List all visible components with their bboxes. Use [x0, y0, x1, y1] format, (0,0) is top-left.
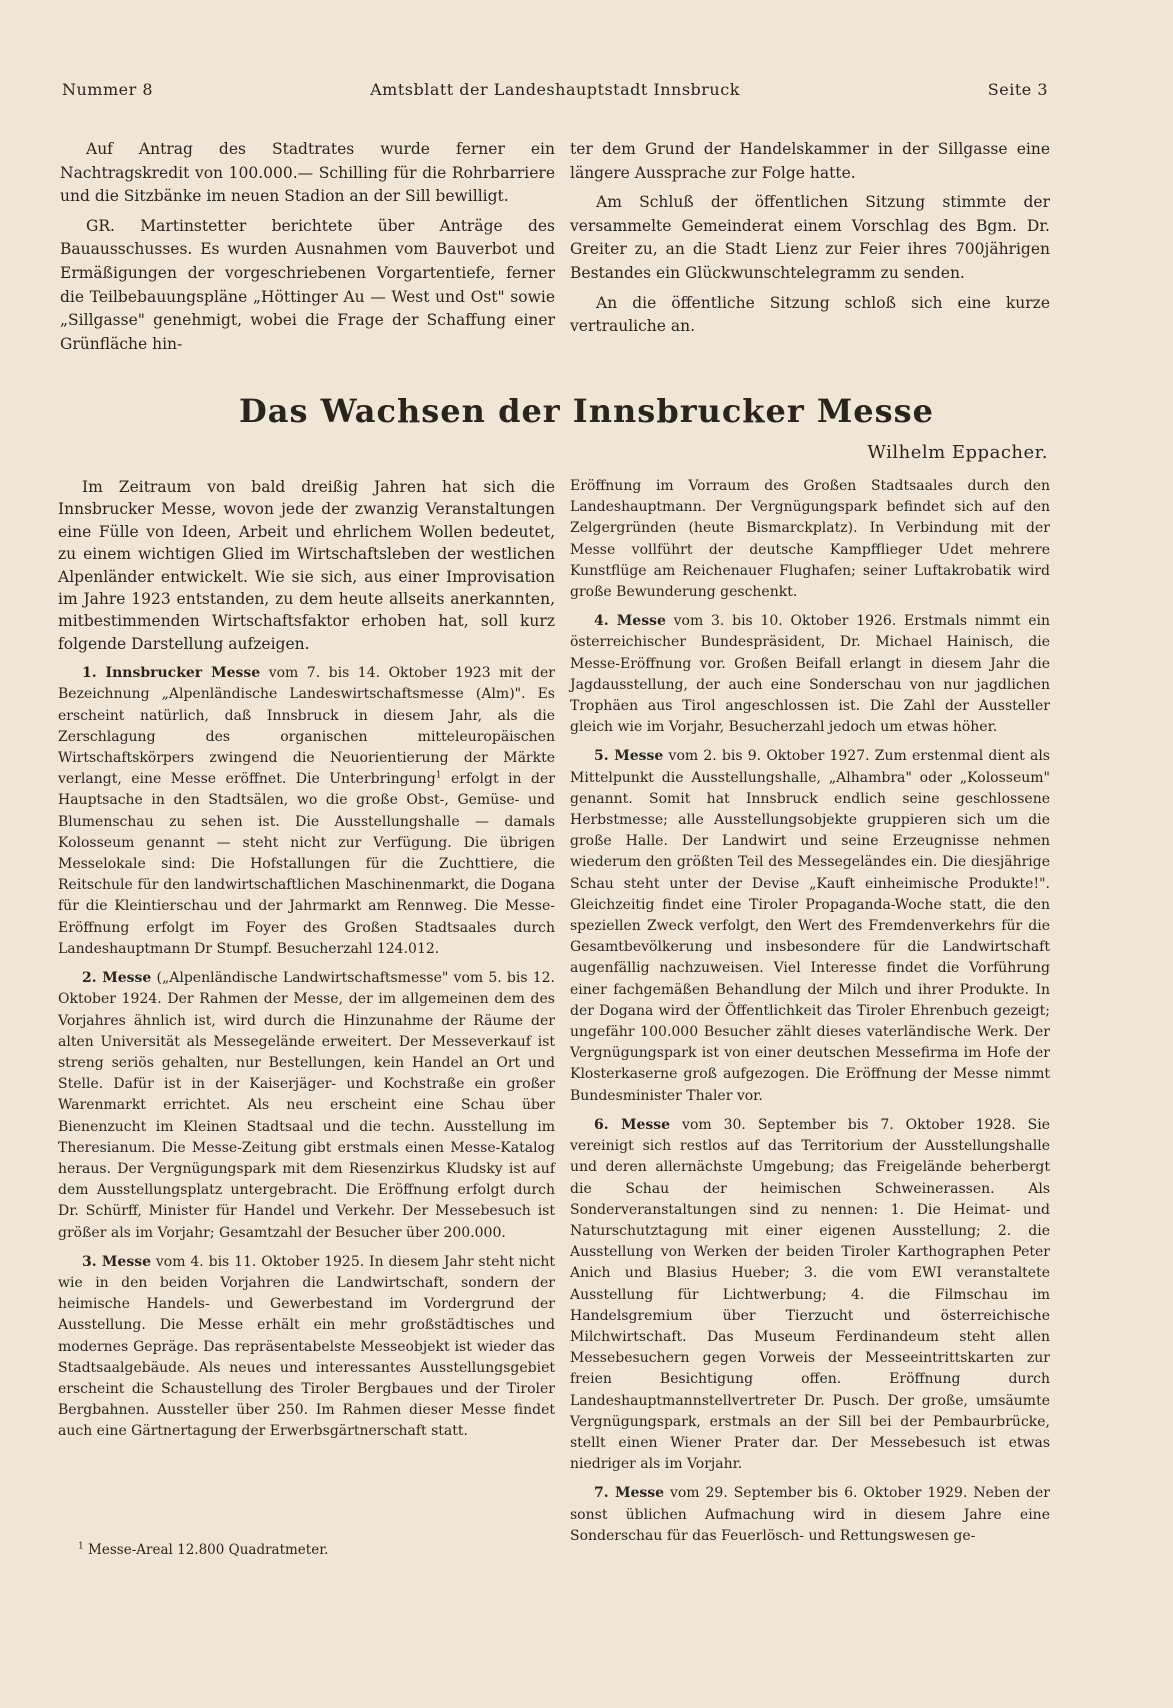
- fair-lead: 1. Innsbrucker Messe: [82, 665, 261, 682]
- article-right-column: [570, 476, 1050, 1555]
- council-paragraph: Am Schluß der öffentlichen Sitzung stimmte der versammelte Gemeinderat einem Vorschlag des Bgm. Dr. Greiter zu, an die Stadt Lienz zur Feier ihres 700jährigen Bestandes ein Glückwunschtelegramm zu senden.: [570, 193, 1050, 282]
- fair-paragraph-continuation: Eröffnung im Vorraum des Großen Stadtsaales durch den Landeshauptmann. Der Vergnügungspark befindet sich auf den Zelgergründen (heute Bismarckplatz). In Verbindung mit der Messe vollführt der deutsche Kampfflieger Udet mehrere Kunstflüge am Reichenauer Flughafen; seiner Luftakrobatik wird große Bewunderung geschenkt.: [570, 478, 1050, 601]
- fair-lead: 2. Messe: [82, 970, 152, 987]
- council-paragraph-continuation: ter dem Grund der Handelskammer in der Sillgasse eine längere Aussprache zur Folge hatte.: [570, 140, 1050, 182]
- issue-number: Nummer 8: [62, 80, 154, 99]
- council-paragraph: Auf Antrag des Stadtrates wurde ferner ein Nachtragskredit von 100.000.— Schilling für die Rohrbarriere und die Sitzbänke im neuen Stadion an der Sill bewilligt.: [60, 140, 555, 206]
- footnote-text: Messe-Areal 12.800 Quadratmeter.: [88, 1542, 329, 1558]
- council-paragraph: An die öffentliche Sitzung schloß sich eine kurze vertrauliche an.: [570, 293, 1050, 336]
- fair-lead: 7. Messe: [594, 1485, 665, 1502]
- fair-text: vom 4. bis 11. Oktober 1925. In diesem Jahr steht nicht wie in den beiden Vorjahren die Landwirtschaft, sondern der heimische Handels- und Gewerbestand im Vordergrund der Ausstellung. Die Messe erhält ein mehr großstädtisches und modernes Gepräge. Das repräsentabelste Messeobjekt ist wieder das Stadtsaalgebäude. Als neues und interessantes Ausstellungsgebiet erscheint die Schaustellung des Tiroler Bergbaues und der Tiroler Bergbahnen. Aussteller über 250. Im Rahmen dieser Messe findet auch eine Gärtnertagung der Erwerbsgärtnerschaft statt.: [58, 1253, 555, 1440]
- fair-paragraph-2: [58, 968, 555, 1244]
- fair-lead: 4. Messe: [594, 613, 666, 630]
- fair-text: vom 3. bis 10. Oktober 1926. Erstmals nimmt ein österreichischer Bundespräsident, Dr. Michael Hainisch, die Messe-Eröffnung vor. Großen Beifall erlangt in diesem Jahr die Jagdausstellung, der auch eine Sonderschau von nur jagdlichen Trophäen aus Tirol angeschlossen ist. Die Zahl der Aussteller gleich wie im Vorjahr, Besucherzahl jedoch um etwas höher.: [570, 613, 1050, 736]
- fair-text: vom 30. September bis 7. Oktober 1928. Sie vereinigt sich restlos auf das Territorium der Ausstellungshalle und deren allernächste Umgebung; das Freigelände beherbergt die Schau der heimischen Schweinerassen. Als Sonderveranstaltungen sind zu nennen: 1. Die Heimat- und Naturschutztagung mit einer eigenen Ausstellung; 2. die Ausstellung von Werken der beiden Tiroler Karthographen Peter Anich und Blasius Hueber; 3. die vom EWI veranstaltete Ausstellung für Lichtwerbung; 4. die Filmschau im Handelsgremium über Tierzucht und österreichische Milchwirtschaft. Das Museum Ferdinandeum steht allen Messebesuchern gegen Vorweis der Messeeintrittskarten zur freien Besichtigung offen. Eröffnung durch Landeshauptmannstellvertreter Dr. Pusch. Der große, umsäumte Vergnügungspark, erstmals an der Sill bei der Pembaurbrücke, stellt einen Wiener Prater dar. Der Messebesuch ist etwas niedriger als im Vorjahr.: [570, 1116, 1050, 1473]
- fair-paragraph-4: [570, 611, 1050, 738]
- fair-text: vom 2. bis 9. Oktober 1927. Zum erstenmal dient als Mittelpunkt die Ausstellungshalle, „Alhambra" oder „Kolosseum" genannt. Somit hat Innsbruck endlich seine geschlossene Herbstmesse; alle Ausstellungsobjekte gruppieren sich um die große Halle. Der Landwirt und seine Erzeugnisse nehmen wiederum den größten Teil des Messegeländes ein. Die diesjährige Schau steht unter der Devise „Kauft einheimische Produkte!". Gleichzeitig findet eine Tiroler Propaganda-Woche statt, die den speziellen Zweck verfolgt, den Wert des Fremdenverkehrs für die Gesamtbevölkerung und insbesondere für die Landwirtschaft augenfällig nachzuweisen. Viel Interesse findet die Vorführung einer fachgemäßen Behandlung der Milch und ihrer Produkte. In der Dogana wird der Öffentlichkeit das Tiroler Ehrenbuch gezeigt; ungefähr 100.000 Besucher zählt dieses vaterländische Werk. Der Vergnügungspark ist von einer deutschen Messefirma im Hofe der Klosterkaserne groß aufgezogen. Die Eröffnung der Messe nimmt Bundesminister Thaler vor.: [570, 748, 1050, 1104]
- page-number: Seite 3: [987, 80, 1048, 99]
- fair-paragraph-5: [570, 746, 1050, 1106]
- article-left-column: [58, 476, 555, 1451]
- fair-paragraph-1: [58, 663, 555, 960]
- page-header: [62, 80, 1048, 106]
- council-paragraph: GR. Martinstetter berichtete über Anträge des Bauausschusses. Es wurden Ausnahmen vom Bauverbot und Ermäßigungen der vorgeschriebenen Vorgartentiefe, ferner die Teilbebauungspläne „Höttinger Au — West und Ost" sowie „Sillgasse" genehmigt, wobei die Frage der Schaffung einer Grünfläche hin-: [60, 216, 555, 353]
- article-author: Wilhelm Eppacher.: [867, 442, 1048, 463]
- fair-lead: 5. Messe: [594, 748, 664, 765]
- article-title: Das Wachsen der Innsbrucker Messe: [239, 392, 934, 430]
- publication-title: Amtsblatt der Landeshauptstadt Innsbruck: [370, 80, 740, 99]
- fair-lead: 3. Messe: [82, 1253, 151, 1270]
- footnote-reference: 1: [435, 770, 442, 781]
- council-report-right-column: [570, 138, 1050, 345]
- fair-paragraph-6: [570, 1115, 1050, 1475]
- fair-text: erfolgt in der Hauptsache in den Stadtsälen, wo die große Obst-, Gemüse- und Blumenschau zu sehen ist. Die Ausstellungshalle — damals Kolosseum genannt — steht nicht zur Verfügung. Die übrigen Messelokale sind: Die Hofstallungen für die Zuchttiere, die Reitschule für den landwirtschaftlichen Maschinenmarkt, die Dogana für die Kleintierschau und der Jahrmarkt am Rennweg. Die Messe-Eröffnung erfolgt im Foyer des Großen Stadtsaales durch Landeshauptmann Dr Stumpf. Besucherzahl 124.012.: [58, 771, 555, 957]
- fair-text: vom 29. September bis 6. Oktober 1929. Neben der sonst üblichen Aufmachung wird in diesem Jahre eine Sonderschau für das Feuerlösch- und Rettungswesen ge-: [570, 1485, 1050, 1544]
- footnote-mark: 1: [78, 1541, 84, 1552]
- fair-text: („Alpenländische Landwirtschaftsmesse" vom 5. bis 12. Oktober 1924. Der Rahmen der Messe, der im allgemeinen dem des Vorjahres ähnlich ist, wird durch die Hinzunahme der Räume der alten Universität als Messegelände erweitert. Der Messeverkauf ist streng seriös gehalten, nur Bestellungen, kein Handel an Ort und Stelle. Dafür ist in der Kaiserjäger- und Kochstraße ein großer Warenmarkt errichtet. Als neu erscheint eine Schau über Bienenzucht im Kleinen Stadtsaal und die techn. Ausstellung im Theresianum. Die Messe-Zeitung gibt erstmals einen Messe-Katalog heraus. Der Vergnügungspark mit dem Riesenzirkus Kludsky ist auf dem Ausstellungsplatz untergebracht. Die Eröffnung erfolgt durch Dr. Schürff, Minister für Handel und Verkehr. Der Messebesuch ist größer als im Vorjahr; Gesamtzahl der Besucher über 200.000.: [58, 970, 555, 1241]
- council-report-left-column: [60, 138, 555, 362]
- fair-paragraph-7: [570, 1483, 1050, 1547]
- fair-paragraph-3: [58, 1252, 555, 1443]
- fair-text: vom 7. bis 14. Oktober 1923 mit der Bezeichnung „Alpenländische Landeswirtschaftsmesse (Alm)". Es erscheint natürlich, daß Innsbruck in diesem Jahr, als die Zerschlagung des organischen mitteleuropäischen Wirtschaftskörpers zwingend die Neuorientierung der Märkte verlangt, eine Messe eröffnet. Die Unterbringung: [58, 665, 555, 788]
- fair-lead: 6. Messe: [594, 1116, 671, 1133]
- article-intro: Im Zeitraum von bald dreißig Jahren hat sich die Innsbrucker Messe, wovon jede der zwanzig Veranstaltungen eine Fülle von Ideen, Arbeit und ehrlichem Wollen bedeutet, zu einem wichtigen Glied im Wirtschaftsleben der westlichen Alpenländer entwickelt. Wie sie sich, aus einer Improvisation im Jahre 1923 entstanden, zu dem heute allseits anerkannten, mitbestimmenden Wirtschaftsfaktor erhoben hat, soll kurz folgende Darstellung aufzeigen.: [58, 478, 555, 653]
- footnote: [78, 1542, 328, 1558]
